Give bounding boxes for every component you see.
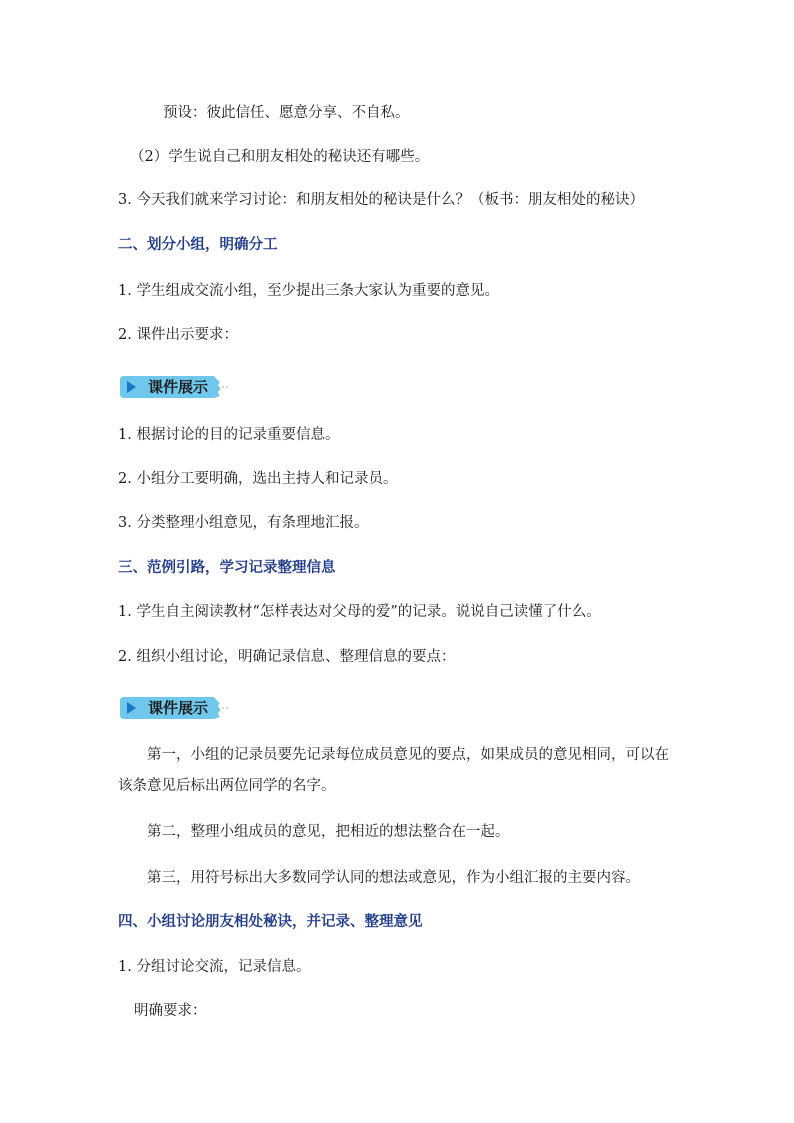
section-heading-2: 二、划分小组，明确分工 xyxy=(118,237,278,253)
point-first-line-b: 该条意见后标出两位同学的名字。 xyxy=(118,778,336,794)
discuss-line: 1. 分组讨论交流，记录信息。 xyxy=(118,959,311,975)
courseware-req-line: 2. 课件出示要求： xyxy=(118,327,238,343)
clear-req-line: 明确要求： xyxy=(134,1003,207,1019)
section-heading-3: 三、范例引路，学习记录整理信息 xyxy=(118,560,336,576)
preset-line: 预设：彼此信任、愿意分享、不自私。 xyxy=(163,105,410,121)
today-topic-line: 3. 今天我们就来学习讨论：和朋友相处的秘诀是什么？（板书：朋友相处的秘诀） xyxy=(118,192,644,208)
group-form-line: 1. 学生组成交流小组，至少提出三条大家认为重要的意见。 xyxy=(118,283,499,299)
courseware-badge-2 xyxy=(118,694,230,722)
point-first-line-a: 第一，小组的记录员要先记录每位成员意见的要点，如果成员的意见相同，可以在 xyxy=(147,747,669,763)
section-heading-4: 四、小组讨论朋友相处秘诀，并记录、整理意见 xyxy=(118,914,423,930)
requirement-3: 3. 分类整理小组意见，有条理地汇报。 xyxy=(118,515,369,531)
courseware-badge-1 xyxy=(118,373,230,401)
badge-label: 课件展示 xyxy=(148,699,209,717)
student-talk-line: （2）学生说自己和朋友相处的秘诀还有哪些。 xyxy=(130,149,430,165)
badge-label: 课件展示 xyxy=(148,378,209,396)
point-third-line: 第三，用符号标出大多数同学认同的想法或意见，作为小组汇报的主要内容。 xyxy=(147,870,640,886)
self-read-line: 1. 学生自主阅读教材“怎样表达对父母的爱”的记录。说说自己读懂了什么。 xyxy=(118,604,601,620)
requirement-2: 2. 小组分工要明确，选出主持人和记录员。 xyxy=(118,471,398,487)
requirement-1: 1. 根据讨论的目的记录重要信息。 xyxy=(118,427,340,443)
point-second-line: 第二，整理小组成员的意见，把相近的想法整合在一起。 xyxy=(147,824,510,840)
organize-line: 2. 组织小组讨论，明确记录信息、整理信息的要点： xyxy=(118,649,456,665)
